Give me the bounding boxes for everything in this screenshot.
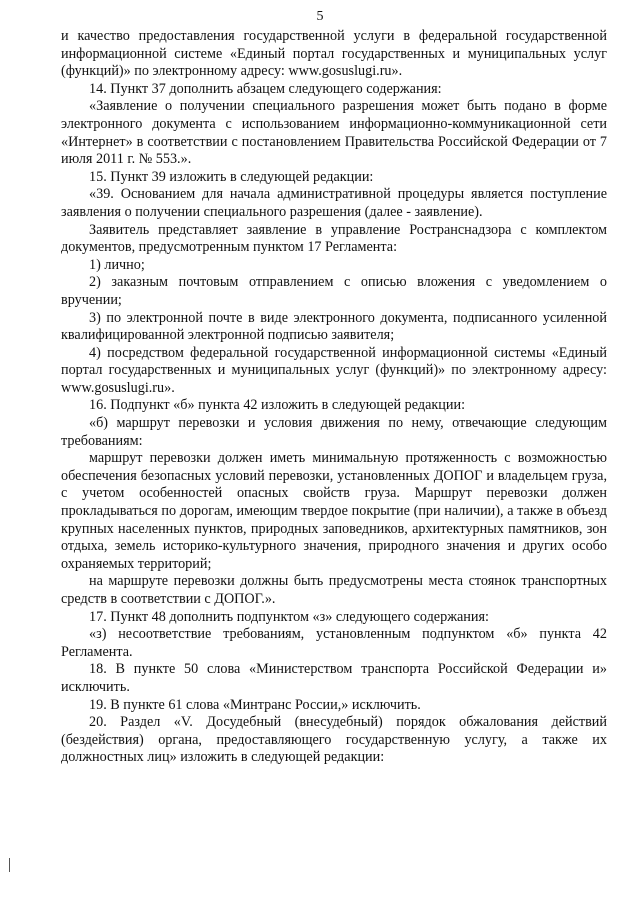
paragraph: «Заявление о получении специального разрешения может быть подано в форме электронного документа с использованием информационно-коммуникационной сети «Интернет» в соответствии с постановлением Правительства Российской Федерации от 7 июля 2011 г. № 553.». [61, 98, 607, 168]
paragraph: 1) лично; [89, 256, 145, 273]
paragraph: Заявитель представляет заявление в управление Ространснадзора с комплектом документов, предусмотренным пунктом 17 Регламента: [61, 221, 607, 256]
paragraph: 20. Раздел «V. Досудебный (внесудебный) порядок обжалования действий (бездействия) органа, предоставляющего государственную услугу, а также их должностных лиц» изложить в следующей редакции: [61, 714, 607, 766]
paragraph: 15. Пункт 39 изложить в следующей редакции: [89, 168, 374, 185]
paragraph: 16. Подпункт «б» пункта 42 изложить в следующей редакции: [89, 397, 466, 414]
paragraph: маршрут перевозки должен иметь минимальную протяженность с возможностью обеспечения безопасных условий перевозки, установленных ДОПОГ и владельцем груза, с учетом особенностей опасных свойств груза. Маршрут перевозки должен прокладываться по дорогам, имеющим твердое покрытие (при наличии), а также в объезд крупных населенных пунктов, природных заповедников, архитектурных памятников, зон отдыха, земель историко-культурного значения, природного значения и других особо охраняемых территорий; [61, 450, 607, 572]
paragraph: 3) по электронной почте в виде электронного документа, подписанного усиленной квалифицированной электронной подписью заявителя; [61, 309, 607, 344]
paragraph: 14. Пункт 37 дополнить абзацем следующего содержания: [89, 80, 442, 97]
paragraph: 19. В пункте 61 слова «Минтранс России,» исключить. [89, 696, 421, 713]
page-number: 5 [316, 9, 324, 24]
paragraph: на маршруте перевозки должны быть предусмотрены места стоянок транспортных средств в соответствии с ДОПОГ.». [61, 573, 607, 607]
paragraph: 2) заказным почтовым отправлением с описью вложения с уведомлением о вручении; [61, 274, 607, 308]
margin-mark [9, 858, 10, 872]
document-body [61, 28, 607, 767]
paragraph: 18. В пункте 50 слова «Министерством транспорта Российской Федерации и» исключить. [61, 661, 607, 695]
paragraph: «з) несоответствие требованиям, установленным подпунктом «б» пункта 42 Регламента. [61, 626, 607, 660]
paragraph: 17. Пункт 48 дополнить подпунктом «з» следующего содержания: [89, 608, 489, 625]
paragraph: и качество предоставления государственной услуги в федеральной государственной информационной системе «Единый портал государственных и муниципальных услуг (функций)» по электронному адресу: www.gosuslugi.ru». [61, 28, 607, 80]
paragraph: «39. Основанием для начала административной процедуры является поступление заявления о получении специального разрешения (далее - заявление). [61, 186, 607, 220]
paragraph: «б) маршрут перевозки и условия движения по нему, отвечающие следующим требованиям: [61, 415, 607, 449]
paragraph: 4) посредством федеральной государственной информационной системы «Единый портал государственных и муниципальных услуг (функций)» по электронному адресу: www.gosuslugi.ru». [61, 344, 607, 396]
